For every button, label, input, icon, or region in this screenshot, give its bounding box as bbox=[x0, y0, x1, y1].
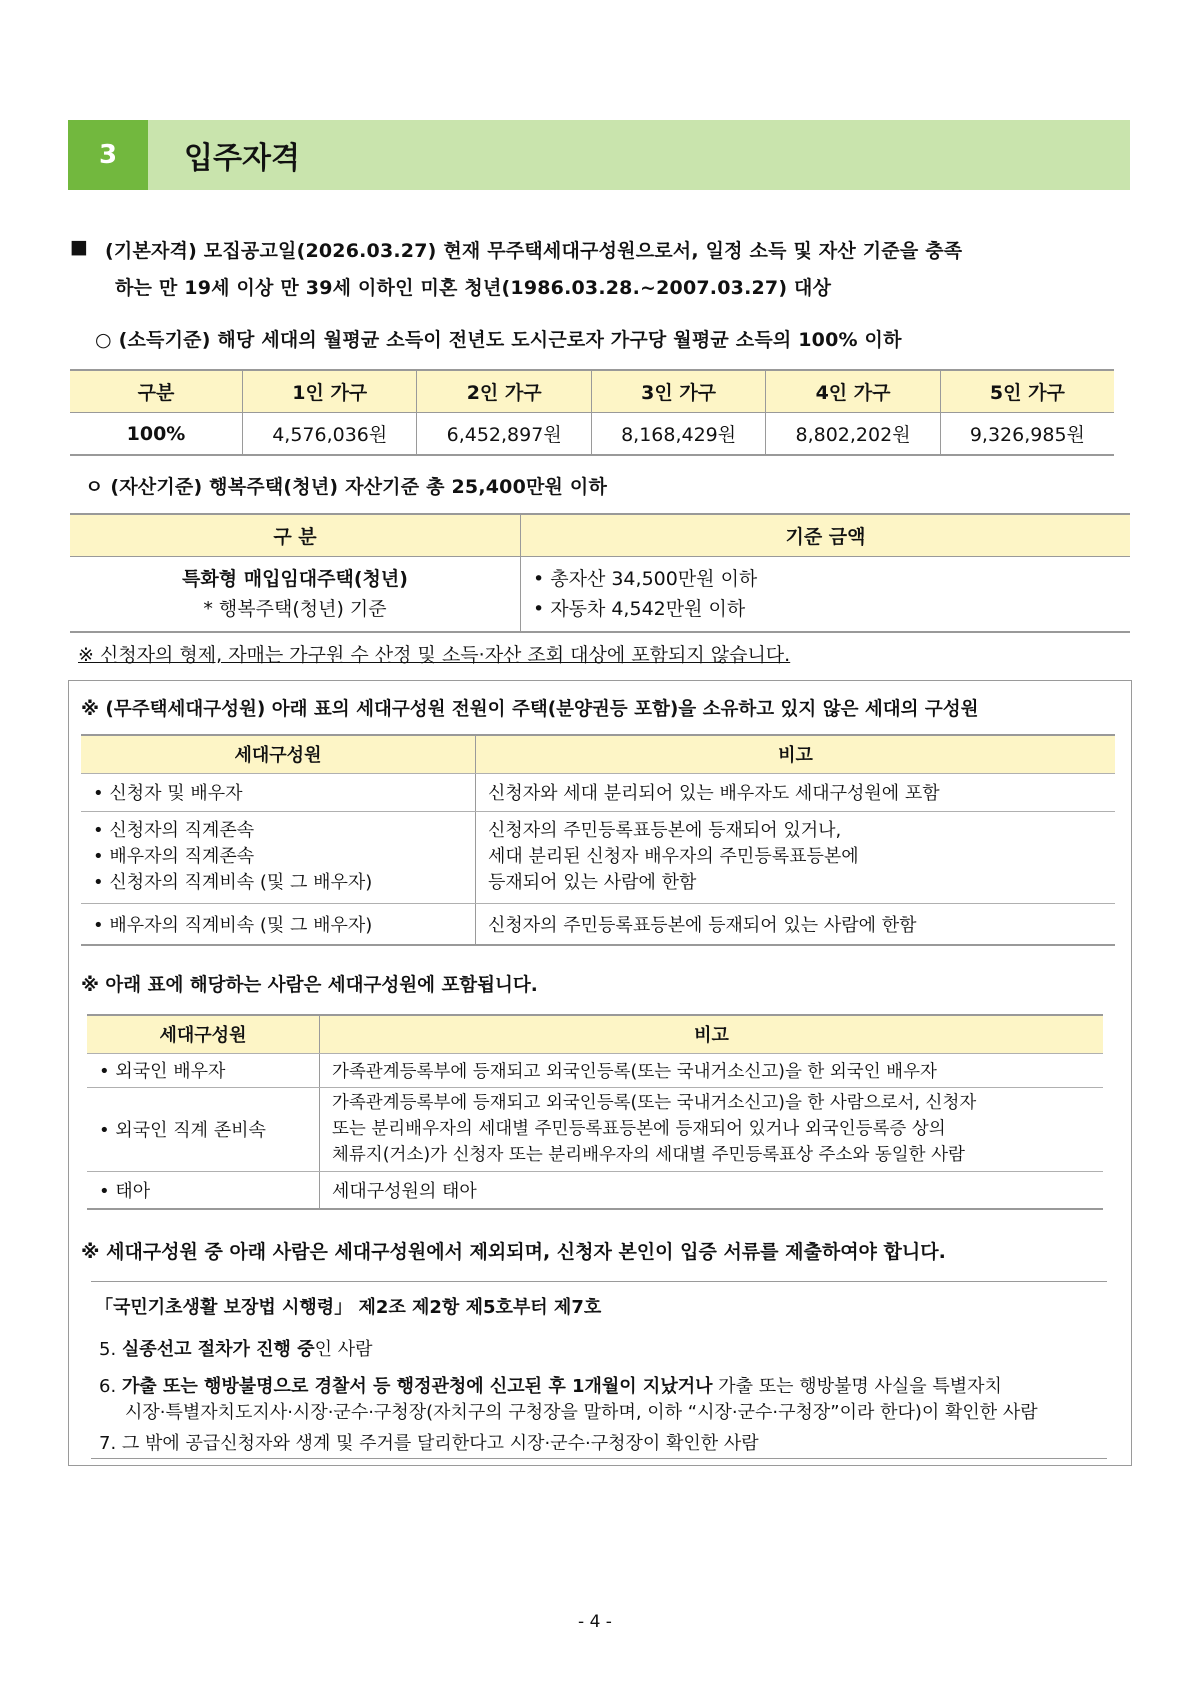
t1-header-row bbox=[81, 735, 1115, 773]
asset-left-cell bbox=[70, 557, 521, 633]
t2-right-line: 체류지(거소)가 신청자 또는 분리배우자의 세대별 주민등록표상 주소와 동일한 사람 bbox=[332, 1145, 965, 1165]
income-header-cell: 3인 가구 bbox=[591, 370, 765, 413]
box-heading-3: ※ 세대구성원 중 아래 사람은 세대구성원에서 제외되며, 신청자 본인이 입증 서류를 제출하여야 합니다. bbox=[81, 1241, 946, 1263]
t1-left-cell bbox=[81, 811, 476, 903]
income-cell: 6,452,897원 bbox=[417, 413, 591, 456]
t1-row bbox=[81, 903, 1115, 945]
t2-left-cell: • 태아 bbox=[87, 1171, 320, 1209]
asset-header-cell: 기준 금액 bbox=[521, 514, 1131, 557]
t1-header-cell: 비고 bbox=[476, 735, 1116, 773]
item-6 bbox=[99, 1372, 1002, 1398]
t1-header-cell: 세대구성원 bbox=[81, 735, 476, 773]
t2-right-cell: 세대구성원의 태아 bbox=[320, 1171, 1104, 1209]
asset-heading: ㅇ (자산기준) 행복주택(청년) 자산기준 총 25,400만원 이하 bbox=[85, 476, 608, 498]
t1-right-cell: 신청자와 세대 분리되어 있는 배우자도 세대구성원에 포함 bbox=[476, 773, 1116, 811]
income-heading: ○ (소득기준) 해당 세대의 월평균 소득이 전년도 도시근로자 가구당 월평균 소득의 100% 이하 bbox=[95, 329, 902, 351]
law-top-rule bbox=[91, 1281, 1107, 1282]
item-6-num: 6. bbox=[99, 1376, 117, 1397]
asset-header-row bbox=[70, 514, 1130, 557]
income-table bbox=[70, 369, 1114, 456]
t2-header-row bbox=[87, 1015, 1103, 1053]
t2-row bbox=[87, 1053, 1103, 1087]
t1-row bbox=[81, 773, 1115, 811]
t1-right-line: 세대 분리된 신청자 배우자의 주민등록표등본에 bbox=[488, 846, 859, 867]
income-cell: 4,576,036원 bbox=[243, 413, 417, 456]
law-reference: 「국민기초생활 보장법 시행령」 제2조 제2항 제5호부터 제7호 bbox=[95, 1297, 602, 1318]
t1-left-line: • 신청자의 직계비속 (및 그 배우자) bbox=[93, 870, 463, 896]
t2-right-line: 가족관계등록부에 등재되고 외국인등록(또는 국내거소신고)을 한 사람으로서, 신청자 bbox=[332, 1093, 977, 1113]
item-5-rest: 인 사람 bbox=[314, 1339, 373, 1360]
income-cell: 100% bbox=[70, 413, 243, 456]
item-7: 7. 그 밖에 공급신청자와 생계 및 주거를 달리한다고 시장·군수·구청장이 확인한 사람 bbox=[99, 1433, 759, 1454]
basic-line2: 하는 만 19세 이상 만 39세 이하인 미혼 청년(1986.03.28.~2007.03.27) 대상 bbox=[115, 277, 832, 299]
household-table-1 bbox=[81, 734, 1115, 946]
asset-data-row bbox=[70, 557, 1130, 633]
box-heading-2: ※ 아래 표에 해당하는 사람은 세대구성원에 포함됩니다. bbox=[81, 975, 538, 996]
t2-right-cell bbox=[320, 1087, 1104, 1171]
income-cell: 9,326,985원 bbox=[940, 413, 1114, 456]
income-header-row bbox=[70, 370, 1114, 413]
t1-right-line: 신청자의 주민등록표등본에 등재되어 있거나, bbox=[488, 820, 842, 841]
income-header-cell: 구분 bbox=[70, 370, 243, 413]
t1-right-line: 등재되어 있는 사람에 한함 bbox=[488, 872, 697, 893]
item-6-bold: 가출 또는 행방불명으로 경찰서 등 행정관청에 신고된 후 1개월이 지났거나 bbox=[121, 1376, 713, 1397]
income-data-row bbox=[70, 413, 1114, 456]
item-5-bold: 실종선고 절차가 진행 중 bbox=[121, 1339, 315, 1360]
item-5 bbox=[99, 1335, 373, 1361]
household-box bbox=[68, 680, 1132, 1466]
page-number: - 4 - bbox=[578, 1612, 612, 1632]
income-header-cell: 1인 가구 bbox=[243, 370, 417, 413]
t2-row bbox=[87, 1087, 1103, 1171]
section-title: 입주자격 bbox=[184, 141, 300, 176]
asset-left-line2: * 행복주택(청년) 기준 bbox=[203, 598, 387, 620]
law-bottom-rule bbox=[91, 1458, 1107, 1459]
sibling-note: ※ 신청자의 형제, 자매는 가구원 수 산정 및 소득·자산 조회 대상에 포함되지 않습니다. bbox=[78, 644, 791, 666]
section-header bbox=[68, 120, 1130, 190]
asset-table bbox=[70, 513, 1130, 633]
t2-header-cell: 비고 bbox=[320, 1015, 1104, 1053]
t2-left-cell: • 외국인 직계 존비속 bbox=[87, 1087, 320, 1171]
income-header-cell: 2인 가구 bbox=[417, 370, 591, 413]
income-cell: 8,168,429원 bbox=[591, 413, 765, 456]
t1-left-line: • 배우자의 직계존속 bbox=[93, 844, 463, 870]
box-heading-1: ※ (무주택세대구성원) 아래 표의 세대구성원 전원이 주택(분양권등 포함)을 소유하고 있지 않은 세대의 구성원 bbox=[81, 699, 979, 720]
t1-row bbox=[81, 811, 1115, 903]
t1-right-cell bbox=[476, 811, 1116, 903]
t1-right-cell: 신청자의 주민등록표등본에 등재되어 있는 사람에 한함 bbox=[476, 903, 1116, 945]
basic-marker: ■ bbox=[70, 236, 89, 258]
t2-row bbox=[87, 1171, 1103, 1209]
basic-line1: (기본자격) 모집공고일(2026.03.27) 현재 무주택세대구성원으로서, 일정 소득 및 자산 기준을 충족 bbox=[105, 240, 963, 262]
asset-header-cell: 구 분 bbox=[70, 514, 521, 557]
section-number: 3 bbox=[68, 120, 148, 190]
t2-right-line: 또는 분리배우자의 세대별 주민등록표등본에 등재되어 있거나 외국인등록증 상의 bbox=[332, 1119, 946, 1139]
t1-left-cell: • 배우자의 직계비속 (및 그 배우자) bbox=[81, 903, 476, 945]
income-header-cell: 4인 가구 bbox=[766, 370, 940, 413]
income-header-cell: 5인 가구 bbox=[940, 370, 1114, 413]
income-cell: 8,802,202원 bbox=[766, 413, 940, 456]
t1-left-cell: • 신청자 및 배우자 bbox=[81, 773, 476, 811]
t2-left-cell: • 외국인 배우자 bbox=[87, 1053, 320, 1087]
t1-left-line: • 신청자의 직계존속 bbox=[93, 818, 463, 844]
asset-right-cell bbox=[521, 557, 1131, 633]
item-6-rest: 가출 또는 행방불명 사실을 특별자치 bbox=[712, 1376, 1002, 1397]
t2-right-cell: 가족관계등록부에 등재되고 외국인등록(또는 국내거소신고)을 한 외국인 배우자 bbox=[320, 1053, 1104, 1087]
item-6-line2: 시장·특별자치도지사·시장·군수·구청장(자치구의 구청장을 말하며, 이하 “시장·군수·구청장”이라 한다)이 확인한 사람 bbox=[125, 1402, 1038, 1423]
household-table-2 bbox=[87, 1014, 1103, 1210]
asset-right-line1: • 총자산 34,500만원 이하 bbox=[533, 568, 758, 590]
asset-left-line1: 특화형 매입임대주택(청년) bbox=[182, 568, 408, 590]
item-5-num: 5. bbox=[99, 1339, 117, 1360]
t2-header-cell: 세대구성원 bbox=[87, 1015, 320, 1053]
asset-right-line2: • 자동차 4,542만원 이하 bbox=[533, 598, 746, 620]
